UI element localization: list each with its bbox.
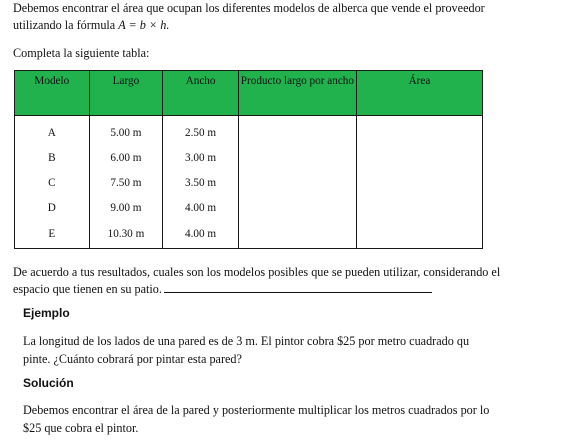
header-producto: Producto largo por ancho — [238, 71, 356, 116]
cell-area[interactable] — [356, 195, 482, 220]
cell-ancho: 3.50 m — [163, 170, 239, 195]
cell-modelo: B — [15, 145, 90, 170]
cell-area[interactable] — [356, 220, 482, 249]
cell-modelo: D — [15, 195, 90, 220]
cell-producto[interactable] — [238, 145, 356, 170]
example-section — [23, 306, 583, 368]
solution-line-2: $25 que cobra el pintor. — [23, 421, 139, 435]
header-area: Área — [356, 71, 482, 116]
cell-ancho: 3.00 m — [163, 145, 239, 170]
cell-ancho: 4.00 m — [163, 195, 239, 220]
question-line-1: De acuerdo a tus resultados, cuales son los modelos posibles que se pueden utilizar, considerando el — [13, 265, 501, 279]
cell-largo: 7.50 m — [89, 170, 163, 195]
header-modelo: Modelo — [15, 71, 90, 116]
cell-largo: 5.00 m — [89, 116, 163, 146]
solution-heading: Solución — [23, 376, 74, 390]
header-largo: Largo — [89, 71, 163, 116]
intro-line-1: Debemos encontrar el área que ocupan los diferentes modelos de alberca que vende el proveedor — [13, 1, 485, 15]
table-row — [15, 116, 483, 146]
solution-line-1: Debemos encontrar el área de la pared y posteriormente multiplicar los metros cuadrados por lo — [23, 403, 490, 417]
table-row — [15, 220, 483, 249]
table-instruction: Completa la siguiente tabla: — [13, 46, 150, 60]
question-paragraph — [13, 264, 578, 298]
example-line-2: pinte. ¿Cuánto cobrará por pintar esta pared? — [23, 352, 242, 366]
cell-largo: 9.00 m — [89, 195, 163, 220]
cell-area[interactable] — [356, 145, 482, 170]
cell-modelo: A — [15, 116, 90, 146]
example-line-1: La longitud de los lados de una pared es de 3 m. El pintor cobra $25 por metro cuadrado qu — [23, 334, 470, 348]
cell-producto[interactable] — [238, 220, 356, 249]
pool-models-table — [14, 70, 483, 249]
solution-section — [23, 376, 583, 437]
answer-blank-line[interactable] — [164, 281, 432, 293]
cell-producto[interactable] — [238, 116, 356, 146]
cell-modelo: E — [15, 220, 90, 249]
intro-line-2 — [13, 17, 573, 34]
question-line-2 — [13, 281, 578, 298]
cell-largo: 6.00 m — [89, 145, 163, 170]
cell-producto[interactable] — [238, 195, 356, 220]
cell-modelo: C — [15, 170, 90, 195]
intro-line-2-prefix: utilizando la fórmula — [13, 18, 116, 32]
cell-area[interactable] — [356, 170, 482, 195]
area-formula: A = b × h. — [118, 18, 170, 32]
table-header-row — [15, 71, 483, 116]
cell-largo: 10.30 m — [89, 220, 163, 249]
question-line-2-text: espacio que tienen en su patio. — [13, 282, 162, 296]
header-ancho: Ancho — [163, 71, 239, 116]
cell-area[interactable] — [356, 116, 482, 146]
cell-producto[interactable] — [238, 170, 356, 195]
intro-paragraph — [13, 0, 573, 34]
table-row — [15, 170, 483, 195]
example-heading: Ejemplo — [23, 306, 70, 320]
cell-ancho: 2.50 m — [163, 116, 239, 146]
table-row — [15, 195, 483, 220]
table-row — [15, 145, 483, 170]
cell-ancho: 4.00 m — [163, 220, 239, 249]
